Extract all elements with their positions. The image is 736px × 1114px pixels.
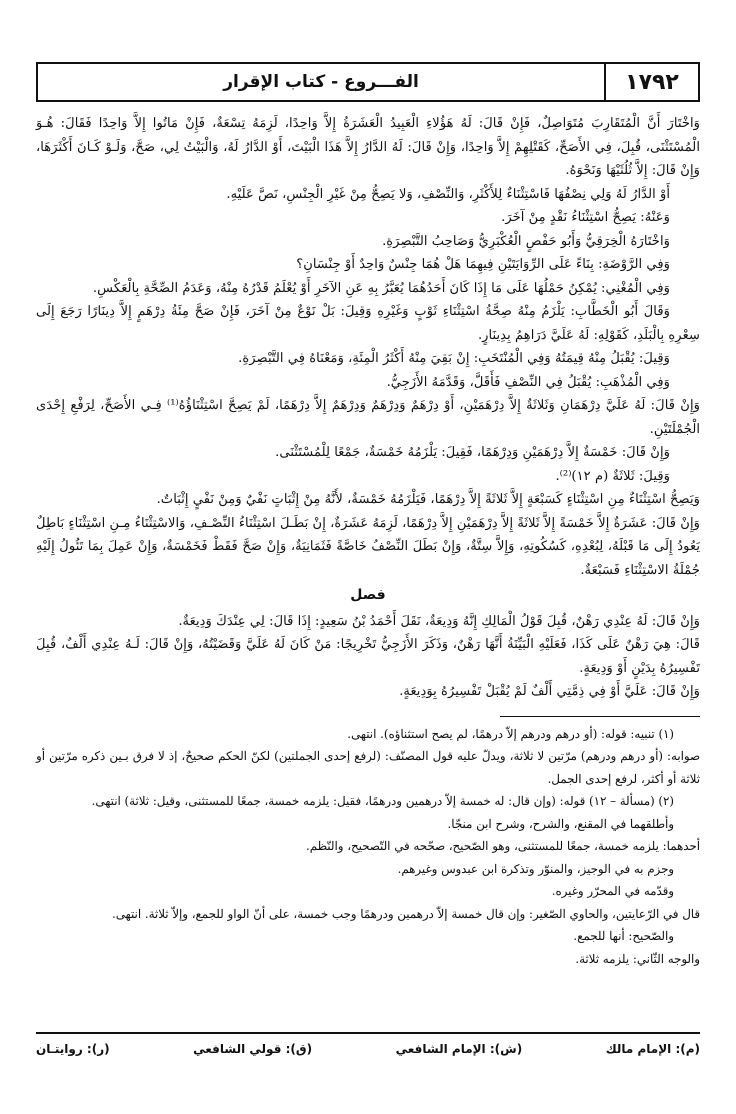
paragraph: وَفِي الْمُغْنِي: يُمْكِنُ حَمْلُهَا عَلَى مَا إِذَا كَانَ أَحَدُهُمَا يُعَبَّرُ بِهِ عَنِ الآخَرِ أَوْ يُعْلَمُ قَدْرُهُ مِنْهُ، وَعَدَمُ الصِّحَّةِ بِالْعَكْسِ. — [92, 280, 670, 296]
paragraph: وَاخْتَارَ أَنَّ الْمُتَقَارِبَ مُتَوَاصِلٌ، فَإِنْ قَالَ: لَهُ هَؤُلاءِ الْعَبِيدُ الْعَشَرَةُ إِلاَّ وَاحِدًا، لَزِمَهُ تِسْعَةٌ، فَإِنْ مَاتُوا إِلاَّ وَاحِدًا فَقَالَ: هُـوَ الْمُسْتَثْنَى، قُبِلَ، فِي الأَصَحِّ، كَقَتْلِهِمْ إِلاَّ وَاحِدًا، وَإِنْ قَالَ: لَهُ الدَّارُ إِلاَّ هَذَا الْبَيْتَ، أَوْ الدَّارُ لَهُ، وَالْبَيْتُ لِي، صَحَّ، وَلَـوْ كَـانَ أَكْثَرَهَا، وَإِنْ قَالَ: إِلاَّ ثُلُثَيْهَا وَنَحْوَهُ. — [36, 116, 700, 178]
footnote-line: أحدهما: يلزمه خمسة، جمعًا للمستثنى، وهو الصّحيح، صحّحه في التّصحيح، والنّظم. — [306, 839, 700, 853]
paragraph: وَاخْتَارَهُ الْخِرَقِيُّ وَأَبُو حَفْصٍ الْعُكْبَرِيُّ وَصَاحِبُ التَّبْصِرَةِ. — [382, 233, 670, 249]
paragraph: وَقِيلَ: يُقْبَلُ مِنْهُ قِيمَتُهُ وَفِي الْمُنْتَخَبِ: إِنْ بَقِيَ مِنْهُ أَكْثَرُ الْمِئَةِ، وَمَعْنَاهُ فِي التَّبْصِرَةِ. — [238, 351, 670, 366]
paragraph: وَإِنْ قَالَ: لَهُ عَلَيَّ دِرْهَمَانِ وَثَلاثَةٌ إِلاَّ دِرْهَمَيْنِ، أَوْ دِرْهَمٌ وَدِرْهَمٌ وَدِرْهَمٌ إِلاَّ دِرْهَمًا، لَمْ يَصِحَّ اسْتِثْنَاؤُهُ⁽¹⁾ فِـي الأَصَحِّ، لِرَفْعِ إِحْدَى الْجُمْلَتَيْنِ. — [36, 398, 700, 437]
paragraph: وَإِنْ قَالَ: عَلَيَّ أَوْ فِي ذِمَّتِي أَلْفٌ لَمْ يُقْبَلْ تَفْسِيرُهُ بِوَدِيعَةٍ. — [399, 684, 700, 699]
section-heading: فصل — [350, 587, 386, 603]
abbrev-shafii: (ش): الإمام الشافعي — [395, 1042, 523, 1056]
footnote-line: (٢) (مسألة – ١٢) قوله: (وإن قال: له خمسة إلاّ درهمين ودرهمًا، فقيل: يلزمه خمسة، جمعًا للمستثنى، وقيل: ثلاثة) انتهى. — [91, 794, 674, 808]
paragraph: وَإِنْ قَالَ: خَمْسَةٌ إِلاَّ دِرْهَمَيْنِ وَدِرْهَمًا، فَقِيلَ: يَلْزَمُهُ خَمْسَةٌ، جَمْعًا لِلْمُسْتَثْنَى. — [275, 445, 670, 460]
paragraph: وَعَنْهُ: يَصِحُّ اسْتِثْنَاءُ نَقْدٍ مِنْ آخَرَ. — [501, 210, 670, 225]
footnote-line: قال في الرّعايتين، والحاوي الصّغير: وإن قال خمسة إلاّ درهمين ودرهمًا وجب خمسة، على أنّ الواو للجمع، وإلاّ ثلاثة. انتهى. — [111, 906, 700, 921]
paragraph: وَفِي الرَّوْضَةِ: بِنَاءً عَلَى الرِّوَايَتَيْنِ فِيهِمَا هَلْ هُمَا جِنْسٌ وَاحِدٌ أَوْ جِنْسَانِ؟ — [296, 257, 670, 272]
page-header — [36, 62, 700, 102]
footnote-line: وقدّمه في المحرّر وغيره. — [551, 884, 674, 898]
footnote-line: (١) تنبيه: قوله: (أو درهم ودرهم إلاّ درهمًا، لم يصح استثناؤه). انتهى. — [347, 726, 674, 741]
footnotes — [36, 723, 700, 971]
running-title: الفـــروع - كتاب الإقرار — [223, 72, 419, 92]
paragraph: وَقَالَ أَبُو الْخَطَّابِ: يَلْزَمُ مِنْهُ صِحَّةُ اسْتِثْنَاءِ ثَوْبٍ وَغَيْرِهِ وَقِيلَ: بَلْ نَوْعٌ مِنْ آخَرَ، فَإِنْ صَحَّ مِئَةُ دِرْهَمٍ إِلاَّ دِينَارًا رَجَعَ إِلَى سِعْرِهِ بِالْبَلَدِ، كَقَوْلِهِ: لَهُ عَلَيَّ دَرَاهِمُ بِدِينَارٍ. — [36, 304, 700, 343]
abbreviations-footer — [36, 1032, 700, 1056]
paragraph: وَقِيلَ: ثَلاثَةٌ (م ١٢)⁽²⁾. — [555, 468, 670, 484]
footnote-line: صوابه: (أو درهم ودرهم) مرّتين لا ثلاثة، ويدلّ عليه قول المصنّف: (لرفع إحدى الجملتين) لكنّ الحكم صحيحٌ، إذ لا فرق بـين ذكره مرّتين أو ثلاثة أو أكثر، لرفع إحدى الجمل. — [36, 749, 700, 786]
paragraph: وَإِنْ قَالَ: عَشَرَةٌ إِلاَّ خَمْسَةً إِلاَّ ثَلاثَةً إِلاَّ دِرْهَمَيْنِ إِلاَّ دِرْهَمًا، لَزِمَهُ عَشَرَةٌ، إِنْ بَطَـلَ اسْتِثْنَاءُ النِّصْـفِ، وَالاسْتِثْنَاءُ مِـنِ اسْتِثْنَاءٍ بَاطِلٌ يَعُودُ إِلَى مَا قَبْلَهُ، لِبُعْدِهِ، كَسُكُوتِهِ، وَإِلاَّ سِتَّةٌ، وَإِنْ بَطَلَ النِّصْفُ خَاصَّةً فَثَمَانِيَةٌ، وَإِنْ صَحَّ فَقَطْ فَخَمْسَةٌ، وَإِنْ عَمِلَ بِمَا تَئُولُ إِلَيْهِ جُمْلَةُ الاسْتِثْنَاءِ فَسَبْعَةٌ. — [36, 515, 700, 578]
page-number: ١٧٩٢ — [604, 64, 698, 100]
paragraph: وَإِنْ قَالَ: لَهُ عِنْدِي رَهْنٌ، قُبِلَ قَوْلُ الْمَالِكِ إِنَّهُ وَدِيعَةٌ، نَقَلَ أَحْمَدُ بْنُ سَعِيدٍ: إِذَا قَالَ: لِي عِنْدَكَ وَدِيعَةٌ. — [178, 613, 700, 629]
paragraph: وَيَصِحُّ اسْتِثْنَاءٌ مِنِ اسْتِثْنَاءٍ كَسَبْعَةٍ إِلاَّ ثَلاثَةً إِلاَّ دِرْهَمًا، فَيَلْزَمُهُ خَمْسَةٌ، لأَنَّهُ مِنْ إِثْبَاتٍ نَفْيٌ وَمِنْ نَفْيٍ إِثْبَاتٌ. — [156, 492, 700, 507]
abbrev-two-narrations: (ر): روايتـان — [36, 1042, 110, 1056]
paragraph: وَفِي الْمُذْهَبِ: يُقْبَلُ فِي النِّصْفِ فَأَقَلَّ، وَقَدَّمَهُ الأَزَجِيُّ. — [386, 374, 670, 390]
footnote-line: وأطلقهما في المقنع، والشرح، وشرح ابن منجّا. — [447, 816, 674, 831]
footnote-separator — [36, 716, 700, 717]
paragraph: قَالَ: هِيَ رَهْنٌ عَلَى كَذَا، فَعَلَيْهِ الْبَيِّنَةُ أَنَّهَا رَهْنٌ، وَذَكَرَ الأَزَجِيُّ تَخْرِيجًا: مَنْ كَانَ لَهُ عَلَيَّ وَقَضَيْتُهُ، وَإِنْ قَالَ: لَـهُ عِنْدِي أَلْفٌ، قُبِلَ تَفْسِيرُهُ بِدَيْنٍ أَوْ وَدِيعَةٍ. — [36, 637, 700, 676]
footnote-line: والوجه الثّاني: يلزمه ثلاثة. — [575, 951, 700, 966]
paragraph: أَوْ الدَّارُ لَهُ وَلِي نِصْفُهَا فَاسْتِثْنَاءٌ لِلأَكْثَرِ، وَالنِّصْفِ، وَلا يَصِحُّ مِنْ غَيْرِ الْجِنْسِ، نَصَّ عَلَيْهِ. — [226, 186, 670, 202]
abbrev-shafii-two-views: (ق): قولي الشافعي — [193, 1042, 313, 1056]
abbrev-malik: (م): الإمام مالك — [605, 1042, 700, 1056]
footnote-line: وجزم به في الوجيز، والمنوّر وتذكرة ابن عبدوس وغيرهم. — [397, 861, 674, 876]
main-text — [36, 112, 700, 704]
footnote-line: والصّحيح: أنها للجمع. — [573, 929, 674, 943]
